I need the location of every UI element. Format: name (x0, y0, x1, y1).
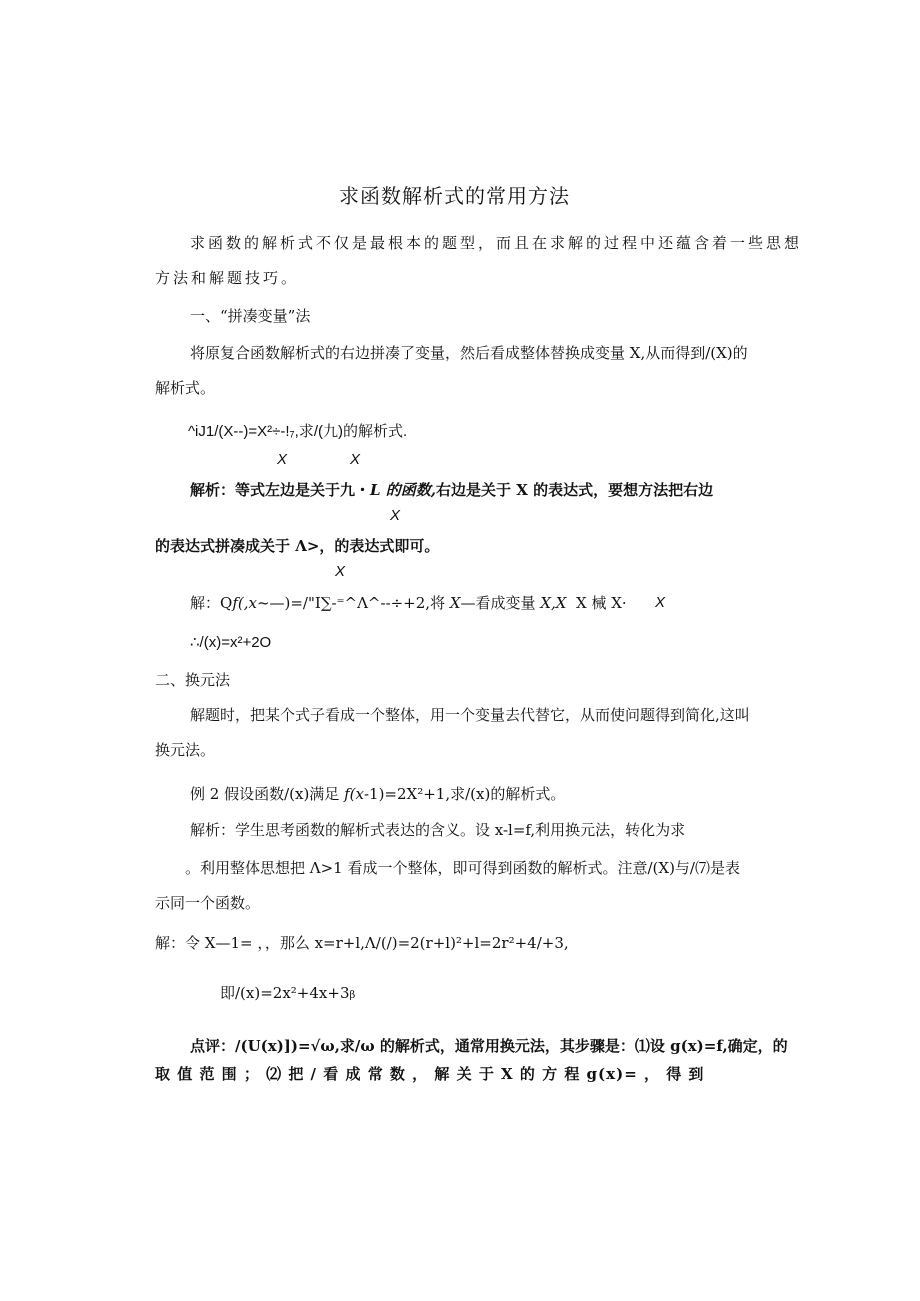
solution-1f: X,X (540, 594, 567, 612)
solution-1e: —看成变量 (460, 594, 536, 612)
result-2-sub: β (349, 990, 356, 1001)
result-1: ∴/(x)=x²+2O (190, 634, 272, 651)
fraction-x-c: X (390, 507, 401, 524)
intro-line-2: 方法和解题技巧。 (155, 269, 300, 287)
analysis-2-line-1: 解析：学生思考函数的解析式表达的含义。设 x-l=f,利用换元法，转化为求 (190, 821, 686, 839)
example-1: ^iJ1/(X--)=X²÷-!₇,求/(九)的解析式. (188, 423, 408, 440)
solution-1 (190, 593, 627, 613)
comment-line-1: 点评：/(U(x)])=√ω,求/ω 的解析式，通常用换元法，其步骤是：⑴设 g(x)=f,确定，的 (190, 1037, 788, 1055)
section-1-desc-2: 解析式。 (155, 379, 216, 397)
solution-1h: X (655, 594, 666, 611)
page-title: 求函数解析式的常用方法 (339, 184, 570, 208)
section-2-heading: 二、换元法 (155, 671, 231, 689)
solution-1b: f(,x~— (232, 594, 285, 612)
analysis-1b: L 的函数, (370, 481, 437, 499)
analysis-2-line-2: 。利用整体思想把 Λ>1 看成一个整体，即可得到函数的解析式。注意/(X)与/⑺是表 (185, 859, 740, 877)
solution-1d: X (449, 594, 461, 612)
section-1-heading: 一、“拼凑变量”法 (190, 307, 311, 325)
solution-2: 解：令 X—1= ，，那么 x=r+l,Λ/(/)=2(r+l)²+l=2r²+4/+3, (155, 934, 569, 952)
example-2b: f(x (344, 785, 364, 803)
fraction-x-b: X (350, 451, 361, 468)
solution-1a: 解：Q (190, 594, 233, 612)
result-2-main: 即/(x)=2x²+4x+3 (220, 984, 350, 1002)
fraction-x-d: X (335, 563, 346, 580)
fraction-x-a: X (277, 451, 288, 468)
solution-1c: )=/"I∑-⁼^Λ^--÷+2,将 (284, 594, 446, 612)
analysis-1c: 右边是关于 X 的表达式，要想方法把右边 (436, 481, 714, 499)
example-2c: -1)=2X²+1,求/(x)的解析式。 (363, 785, 566, 803)
result-2 (220, 983, 355, 1006)
comment-line-2: 取 值 范 围 ； ⑵ 把 / 看 成 常 数 ， 解 关 于 X 的 方 程 g(x)= ， 得 到 (155, 1065, 705, 1083)
analysis-label: 解析： (190, 481, 236, 499)
analysis-1a: 等式左边是关于九・ (235, 481, 371, 499)
analysis-2-line-3: 示同一个函数。 (155, 894, 261, 912)
section-2-desc-1: 解题时，把某个式子看成一个整体，用一个变量去代替它，从而使问题得到简化,这叫 (190, 706, 750, 724)
intro-line-1: 求函数的解析式不仅是最根本的题型，而且在求解的过程中还蕴含着一些思想 (190, 234, 803, 252)
solution-1g: X 械 X· (576, 594, 627, 612)
analysis-1-line-2: 的表达式拼凑成关于 Λ>，的表达式即可。 (155, 537, 440, 555)
example-2 (190, 784, 565, 804)
example-2a: 例 2 假设函数/(x)满足 (190, 785, 345, 803)
section-2-desc-2: 换元法。 (155, 741, 216, 759)
section-1-desc-1: 将原复合函数解析式的右边拼凑了变量，然后看成整体替换成变量 X,从而得到/(X)的 (190, 344, 748, 362)
analysis-1-line-1 (190, 480, 713, 500)
